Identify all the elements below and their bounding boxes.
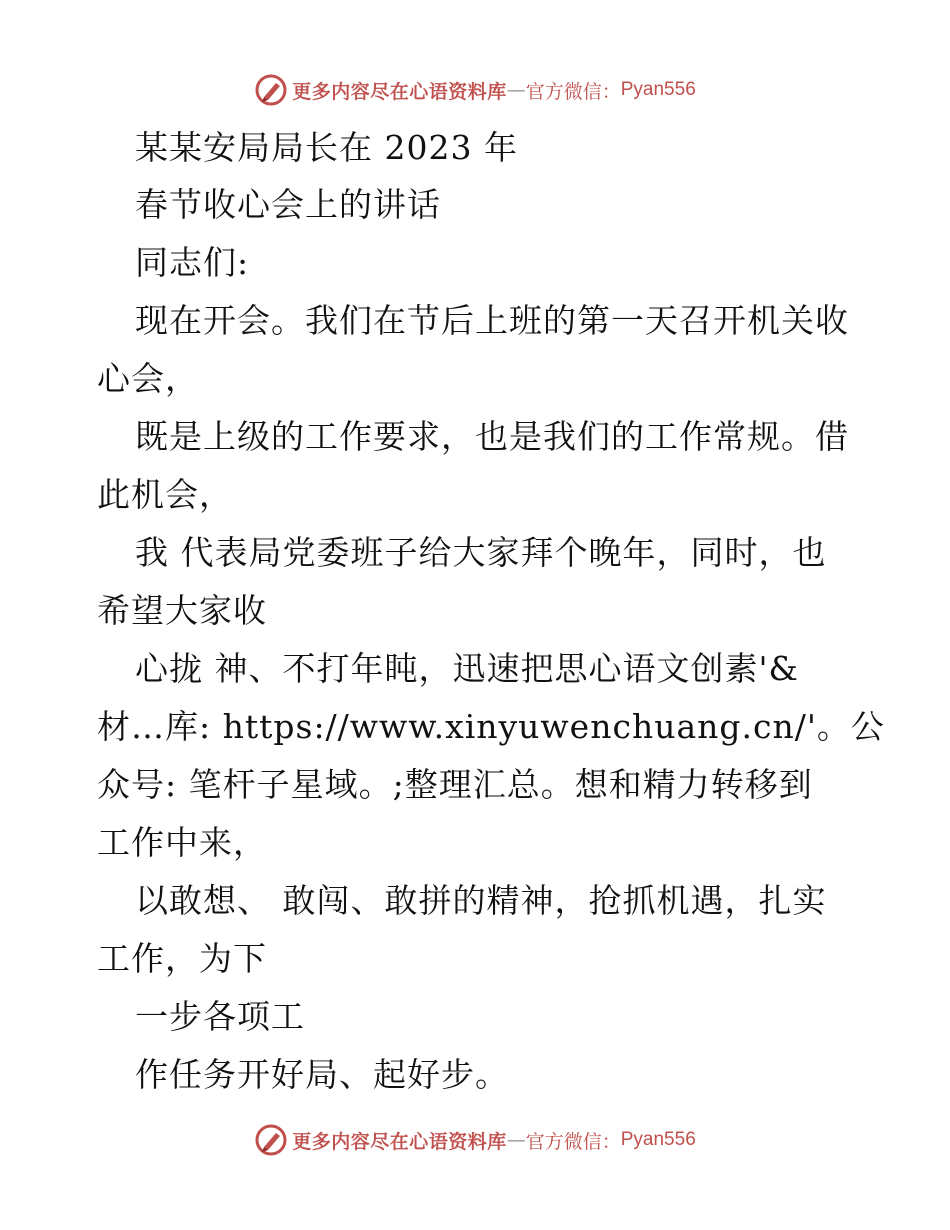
watermark-banner-top [0,72,950,108]
doc-title-line-1: 某某安局局长在 2023 年 [135,128,518,167]
paragraph-line: 希望大家收 [97,591,267,630]
salutation: 同志们: [135,243,250,282]
watermark-main-text: 更多内容尽在心语资料库 [292,80,507,103]
paragraph-line: 此机会， [97,475,233,514]
doc-title-line-2: 春节收心会上的讲话 [135,185,441,224]
paragraph-line: 一步各项工 [135,997,305,1036]
watermark-dash: — [506,1129,526,1151]
watermark-sub-text: 官方微信： [525,1130,621,1153]
watermark-main-text: 更多内容尽在心语资料库 [292,1130,507,1153]
paragraph-line: 我 代表局党委班子给大家拜个晚年，同时，也 [135,533,827,572]
paragraph-line: 现在开会。我们在节后上班的第一天召开机关收 [135,301,849,340]
watermark-dash: — [506,79,526,101]
paragraph-line: 既是上级的工作要求，也是我们的工作常规。借 [135,417,849,456]
paragraph-line: 众号: 笔杆子星域。;整理汇总。想和精力转移到 [97,765,813,804]
paragraph-line: 心拢 神、不打年盹，迅速把思心语文创素'& [135,649,799,688]
watermark-id-text: Pyan556 [620,79,696,100]
paragraph-line: 材…库: https://www.xinyuwenchuang.cn/'。公 [97,707,885,746]
watermark-id-text: Pyan556 [620,1129,696,1150]
paragraph-line: 工作，为下 [97,939,267,978]
paragraph-line: 工作中来， [97,823,267,862]
watermark-banner-bottom [0,1122,950,1158]
paragraph-line: 作任务开好局、起好步。 [135,1055,509,1094]
paragraph-line: 以敢想、 敢闯、敢拼的精神，抢抓机遇，扎实 [135,881,827,920]
watermark-sub-text: 官方微信： [525,80,621,103]
pen-logo-icon [254,73,288,107]
paragraph-line: 心会， [97,359,199,398]
pen-logo-icon [254,1123,288,1157]
